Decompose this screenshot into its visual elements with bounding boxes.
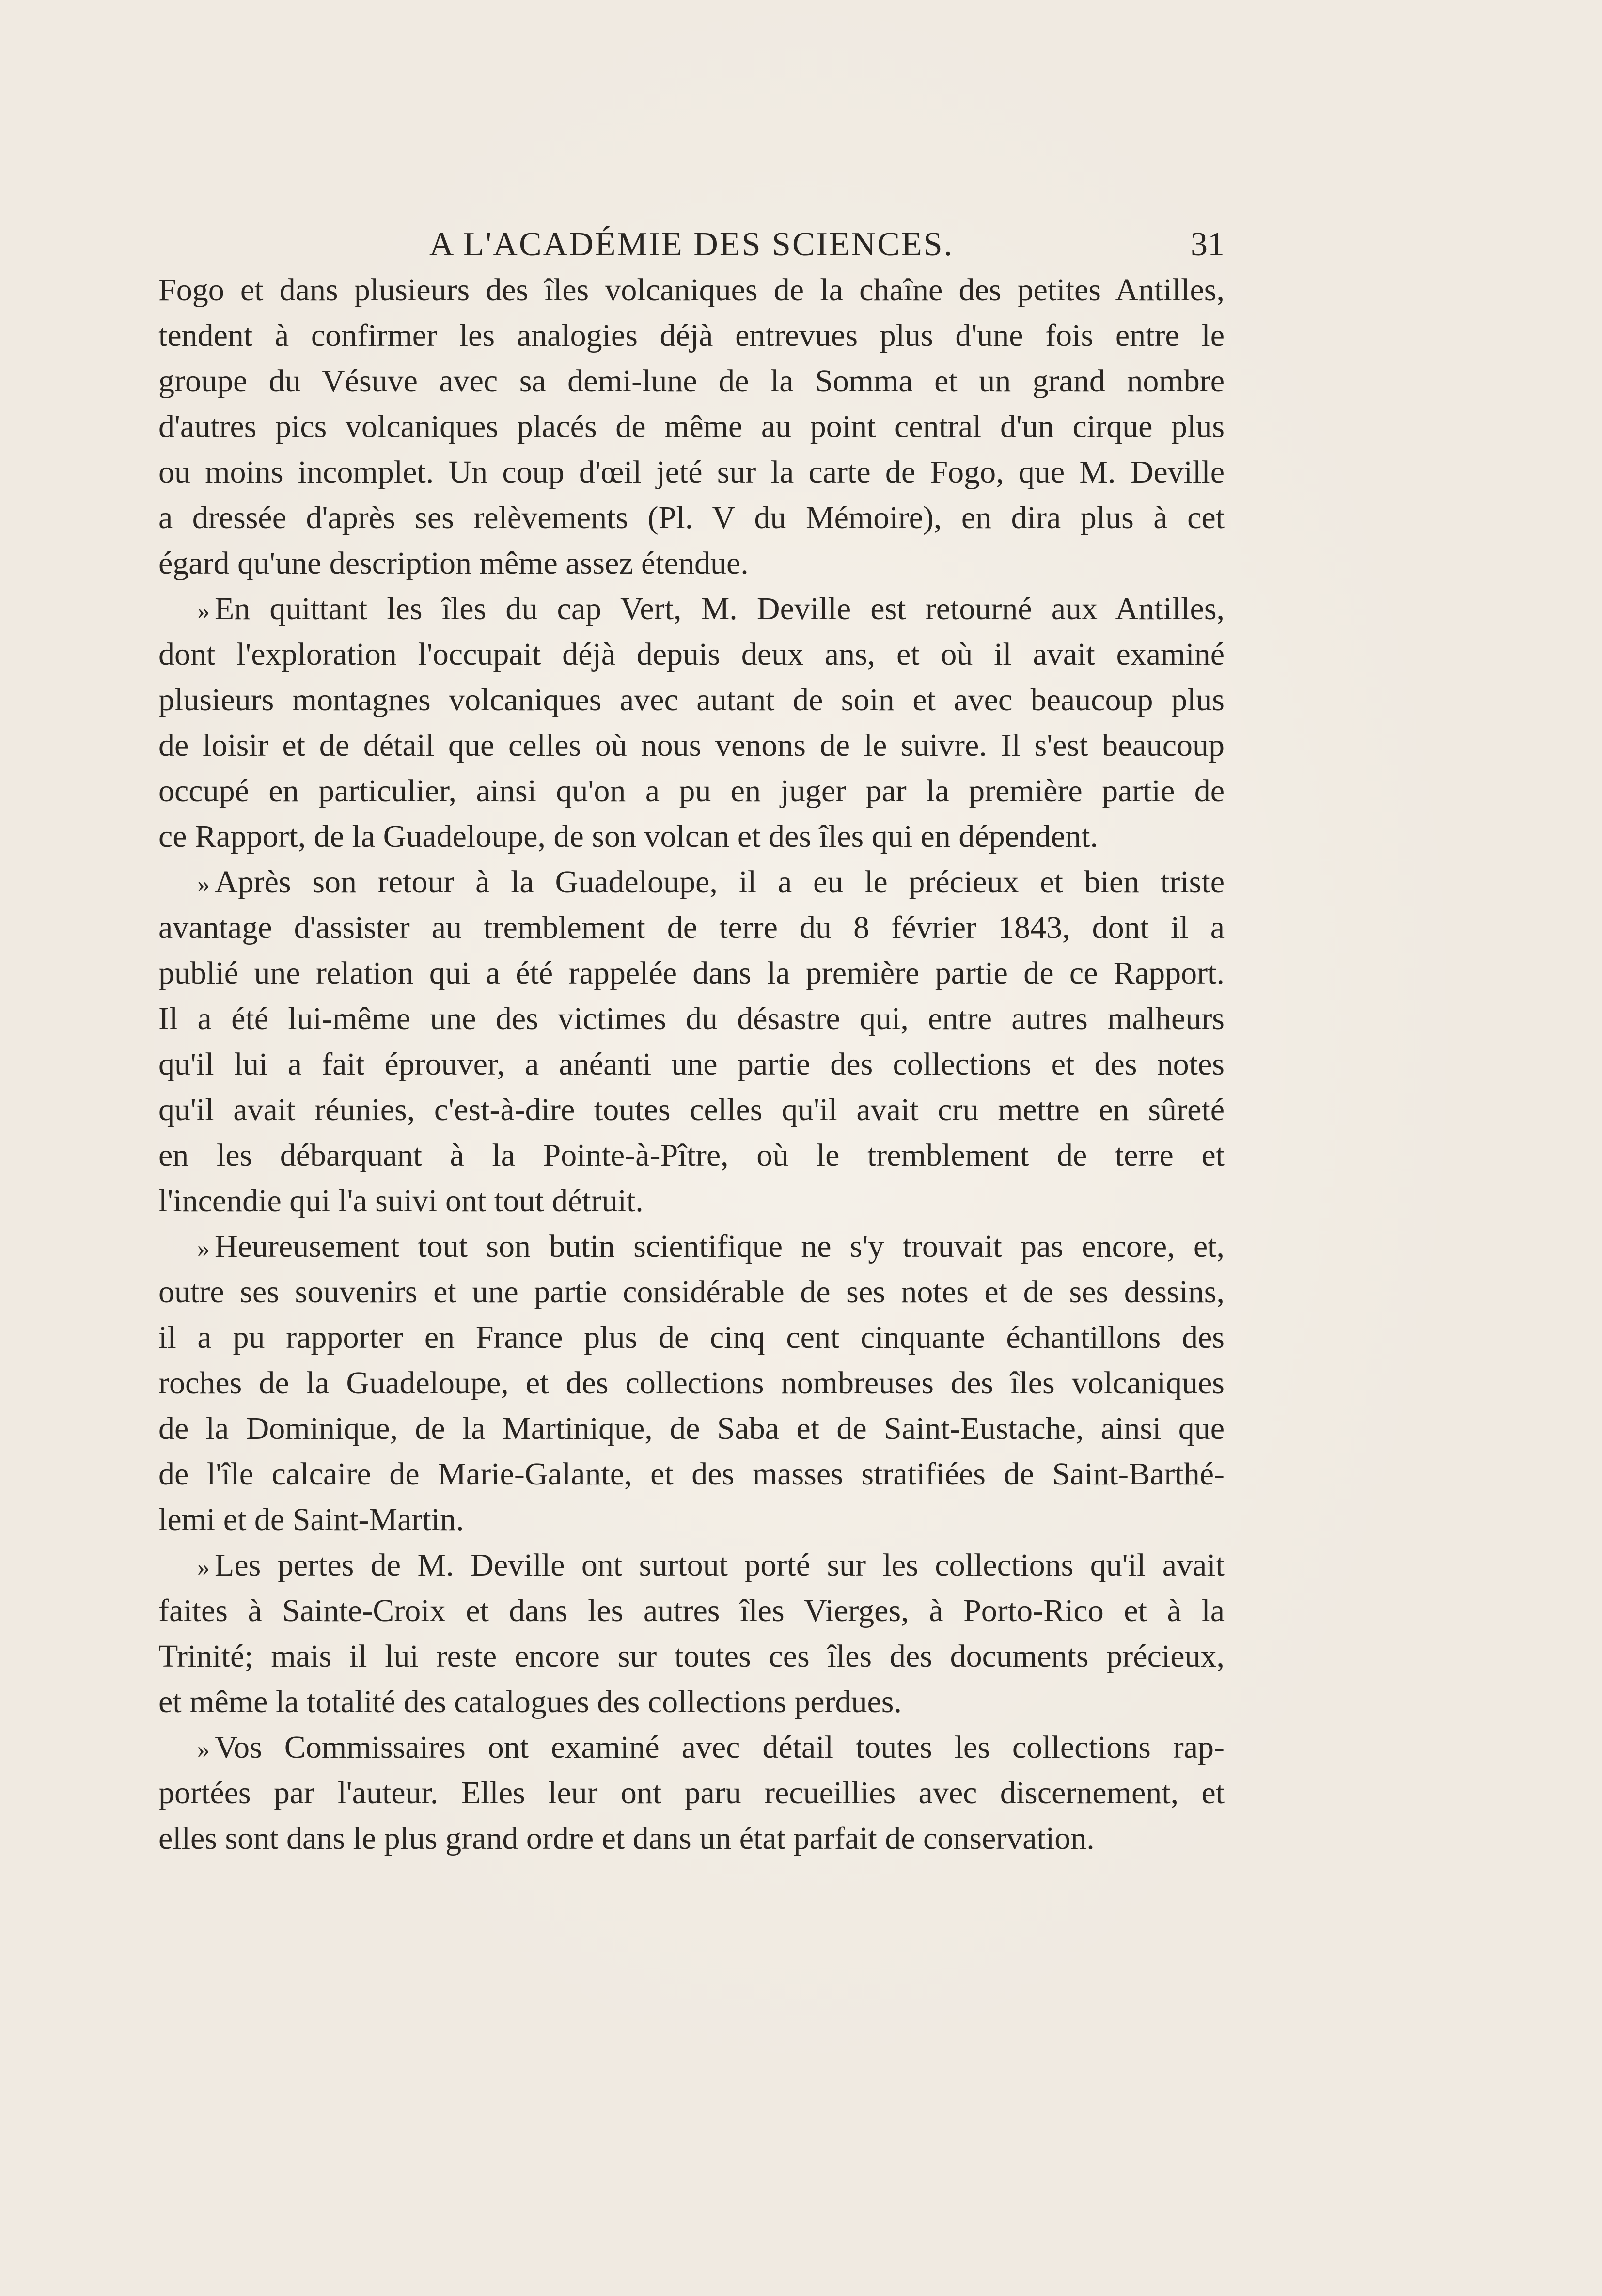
text-line <box>158 1452 1225 1497</box>
text-line-content: plusieurs montagnes volcaniques avec autant de soin et avec beaucoup plus <box>158 682 1225 718</box>
text-line-content: de loisir et de détail que celles où nous venons de le suivre. Il s'est beaucoup <box>158 728 1225 763</box>
text-line <box>158 632 1225 677</box>
text-line-content: qu'il lui a fait éprouver, a anéanti une partie des collections et des notes <box>158 1046 1225 1082</box>
text-line-content: groupe du Vésuve avec sa demi-lune de la Somma et un grand nombre <box>158 363 1225 399</box>
text-line-content: ou moins incomplet. Un coup d'œil jeté sur la carte de Fogo, que M. Deville <box>158 454 1225 490</box>
text-line-content: Heureusement tout son butin scientifique ne s'y trouvait pas encore, et, <box>215 1229 1225 1264</box>
text-line <box>158 359 1225 404</box>
text-line <box>158 1543 1225 1588</box>
text-line <box>158 905 1225 951</box>
text-line-content: tendent à confirmer les analogies déjà entrevues plus d'une fois entre le <box>158 318 1225 353</box>
text-line <box>158 859 1225 905</box>
text-line-content: Trinité; mais il lui reste encore sur toutes ces îles des documents précieux, <box>158 1639 1225 1674</box>
paragraph <box>158 1224 1225 1543</box>
text-line-content: lemi et de Saint-Martin. <box>158 1502 464 1537</box>
text-line-content: Fogo et dans plusieurs des îles volcaniques de la chaîne des petites Antilles, <box>158 272 1225 308</box>
text-line <box>158 450 1225 495</box>
text-line <box>158 404 1225 450</box>
running-title: A L'ACADÉMIE DES SCIENCES. <box>429 226 954 263</box>
paragraph <box>158 586 1225 859</box>
text-line <box>158 1497 1225 1543</box>
text-line <box>158 1269 1225 1315</box>
text-line <box>158 1725 1225 1770</box>
text-line <box>158 1679 1225 1725</box>
text-line <box>158 1634 1225 1679</box>
quote-mark: » <box>197 871 210 898</box>
text-line-content: elles sont dans le plus grand ordre et dans un état parfait de conservation. <box>158 1821 1095 1856</box>
paragraph <box>158 267 1225 586</box>
text-line <box>158 677 1225 723</box>
text-line <box>158 313 1225 359</box>
text-line-content: égard qu'une description même assez étendue. <box>158 546 749 581</box>
text-line-content: outre ses souvenirs et une partie considérable de ses notes et de ses dessins, <box>158 1274 1225 1310</box>
text-line <box>158 1588 1225 1634</box>
text-line-content: publié une relation qui a été rappelée dans la première partie de ce Rapport. <box>158 955 1225 991</box>
page-number: 31 <box>1191 226 1225 263</box>
text-line-content: En quittant les îles du cap Vert, M. Deville est retourné aux Antilles, <box>215 591 1225 626</box>
text-line-content: qu'il avait réunies, c'est-à-dire toutes celles qu'il avait cru mettre en sûreté <box>158 1092 1225 1127</box>
text-line <box>158 1133 1225 1178</box>
text-line-content: Après son retour à la Guadeloupe, il a eu le précieux et bien triste <box>215 864 1225 900</box>
text-line-content: roches de la Guadeloupe, et des collections nombreuses des îles volcaniques <box>158 1365 1225 1401</box>
paragraph <box>158 1725 1225 1861</box>
text-line <box>158 723 1225 768</box>
text-line-content: de l'île calcaire de Marie-Galante, et des masses stratifiées de Saint-Barthé- <box>158 1456 1225 1492</box>
text-line-content: dont l'exploration l'occupait déjà depuis deux ans, et où il avait examiné <box>158 637 1225 672</box>
body-text <box>158 267 1225 1861</box>
text-line-content: occupé en particulier, ainsi qu'on a pu en juger par la première partie de <box>158 773 1225 809</box>
text-line-content: de la Dominique, de la Martinique, de Saba et de Saint-Eustache, ainsi que <box>158 1411 1225 1446</box>
text-line <box>158 586 1225 632</box>
text-line <box>158 541 1225 586</box>
paragraph <box>158 859 1225 1224</box>
text-line-content: Les pertes de M. Deville ont surtout porté sur les collections qu'il avait <box>215 1547 1225 1583</box>
text-line <box>158 267 1225 313</box>
text-line-content: Vos Commissaires ont examiné avec détail toutes les collections rap- <box>215 1730 1225 1765</box>
text-line-content: en les débarquant à la Pointe-à-Pître, où le tremblement de terre et <box>158 1138 1225 1173</box>
text-line-content: d'autres pics volcaniques placés de même au point central d'un cirque plus <box>158 409 1225 444</box>
text-line <box>158 1087 1225 1133</box>
text-line <box>158 1360 1225 1406</box>
text-line <box>158 1816 1225 1861</box>
text-line-content: a dressée d'après ses relèvements (Pl. V du Mémoire), en dira plus à cet <box>158 500 1225 535</box>
text-line <box>158 1178 1225 1224</box>
paragraph <box>158 1543 1225 1725</box>
quote-mark: » <box>197 597 210 625</box>
text-line <box>158 1042 1225 1087</box>
text-line-content: il a pu rapporter en France plus de cinq cent cinquante échantillons des <box>158 1320 1225 1355</box>
quote-mark: » <box>197 1736 210 1764</box>
text-line-content: portées par l'auteur. Elles leur ont paru recueillies avec discernement, et <box>158 1775 1225 1811</box>
text-line <box>158 1770 1225 1816</box>
quote-mark: » <box>197 1235 210 1263</box>
text-line <box>158 814 1225 859</box>
text-line <box>158 1406 1225 1452</box>
text-line <box>158 1315 1225 1360</box>
text-line <box>158 996 1225 1042</box>
text-line-content: et même la totalité des catalogues des collections perdues. <box>158 1684 902 1719</box>
text-line-content: l'incendie qui l'a suivi ont tout détruit. <box>158 1183 644 1218</box>
text-line-content: faites à Sainte-Croix et dans les autres îles Vierges, à Porto-Rico et à la <box>158 1593 1225 1628</box>
text-line <box>158 495 1225 541</box>
text-line-content: Il a été lui-même une des victimes du désastre qui, entre autres malheurs <box>158 1001 1225 1036</box>
text-line-content: avantage d'assister au tremblement de terre du 8 février 1843, dont il a <box>158 910 1225 945</box>
text-line-content: ce Rapport, de la Guadeloupe, de son volcan et des îles qui en dépendent. <box>158 819 1099 854</box>
running-head <box>158 218 1225 271</box>
text-line <box>158 1224 1225 1269</box>
text-line <box>158 951 1225 996</box>
text-line <box>158 768 1225 814</box>
quote-mark: » <box>197 1554 210 1581</box>
